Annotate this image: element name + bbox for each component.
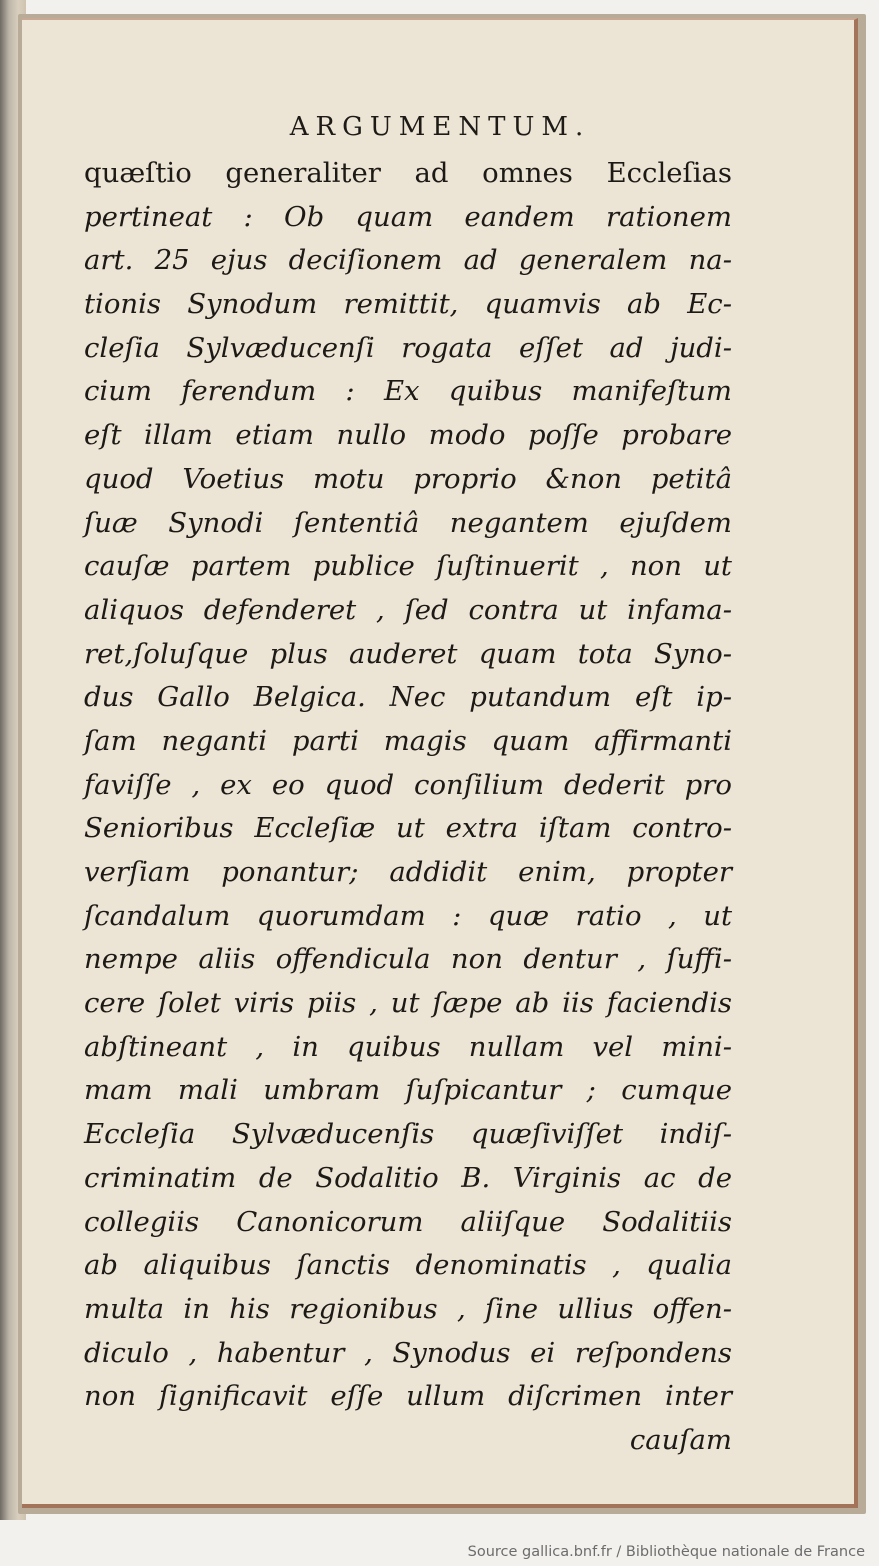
text-line: tionis Synodum remittit, quamvis ab Ec- [84, 288, 732, 321]
text-line: Senioribus Eccleſiæ ut extra iſtam contro- [84, 812, 732, 845]
text-line: collegiis Canonicorum aliiſque Sodalitiis [84, 1205, 732, 1238]
body-text [84, 152, 732, 1463]
text-line: quod Voetius motu proprio &non petitâ [84, 462, 732, 495]
text-line: dus Gallo Belgica. Nec putandum eſt ip- [84, 681, 732, 714]
text-line: ſuæ Synodi ſententiâ negantem ejuſdem [84, 506, 732, 539]
text-line: nempe aliis offendicula non dentur , ſuffi- [84, 943, 732, 976]
text-line: ab aliquibus ſanctis denominatis , qualia [84, 1249, 732, 1282]
text-line: quæſtio generaliter ad omnes Eccleſias [84, 157, 732, 189]
running-head: ARGUMENTUM. [289, 112, 591, 142]
text-line: eſt illam etiam nullo modo poſſe probare [84, 419, 732, 452]
source-footer: Source gallica.bnf.fr / Bibliothèque nationale de France [467, 1544, 865, 1560]
text-line: multa in his regionibus , ſine ullius offen- [84, 1292, 732, 1325]
text-line: Eccleſia Sylvæducenſis quæſiviſſet indiſ- [84, 1118, 732, 1151]
text-line: mam mali umbram ſuſpicantur ; cumque [84, 1074, 732, 1107]
text-line: diculo , habentur , Synodus ei reſpondens [84, 1336, 732, 1369]
text-line: cium ferendum : Ex quibus manifeſtum [84, 375, 732, 408]
text-line: art. 25 ejus deciſionem ad generalem na- [84, 244, 732, 277]
text-line: ret,ſoluſque plus auderet quam tota Syno- [84, 637, 732, 670]
text-line: cleſia Sylvæducenſi rogata eſſet ad judi- [84, 331, 732, 364]
text-line: criminatim de Sodalitio B. Virginis ac de [84, 1161, 732, 1194]
text-line: ſam neganti parti magis quam affirmanti [84, 724, 732, 757]
text-line: abſtineant , in quibus nullam vel mini- [84, 1030, 732, 1063]
text-line: faviſſe , ex eo quod conſilium dederit pro [84, 768, 732, 801]
text-line: aliquos defenderet , ſed contra ut infama- [84, 593, 732, 626]
book-page [22, 18, 858, 1508]
text-line: verſiam ponantur; addidit enim, propter [84, 856, 732, 888]
catchword: cauſam [629, 1423, 732, 1456]
text-line: non ſignificavit eſſe ullum diſcrimen inter [84, 1380, 732, 1413]
text-line: pertineat : Ob quam eandem rationem [84, 200, 732, 233]
text-line: cauſæ partem publice ſuſtinuerit , non ut [84, 550, 732, 583]
text-line: ſcandalum quorumdam : quæ ratio , ut [84, 899, 732, 932]
text-line: cere ſolet viris piis , ut ſæpe ab iis faciendis [84, 987, 732, 1020]
